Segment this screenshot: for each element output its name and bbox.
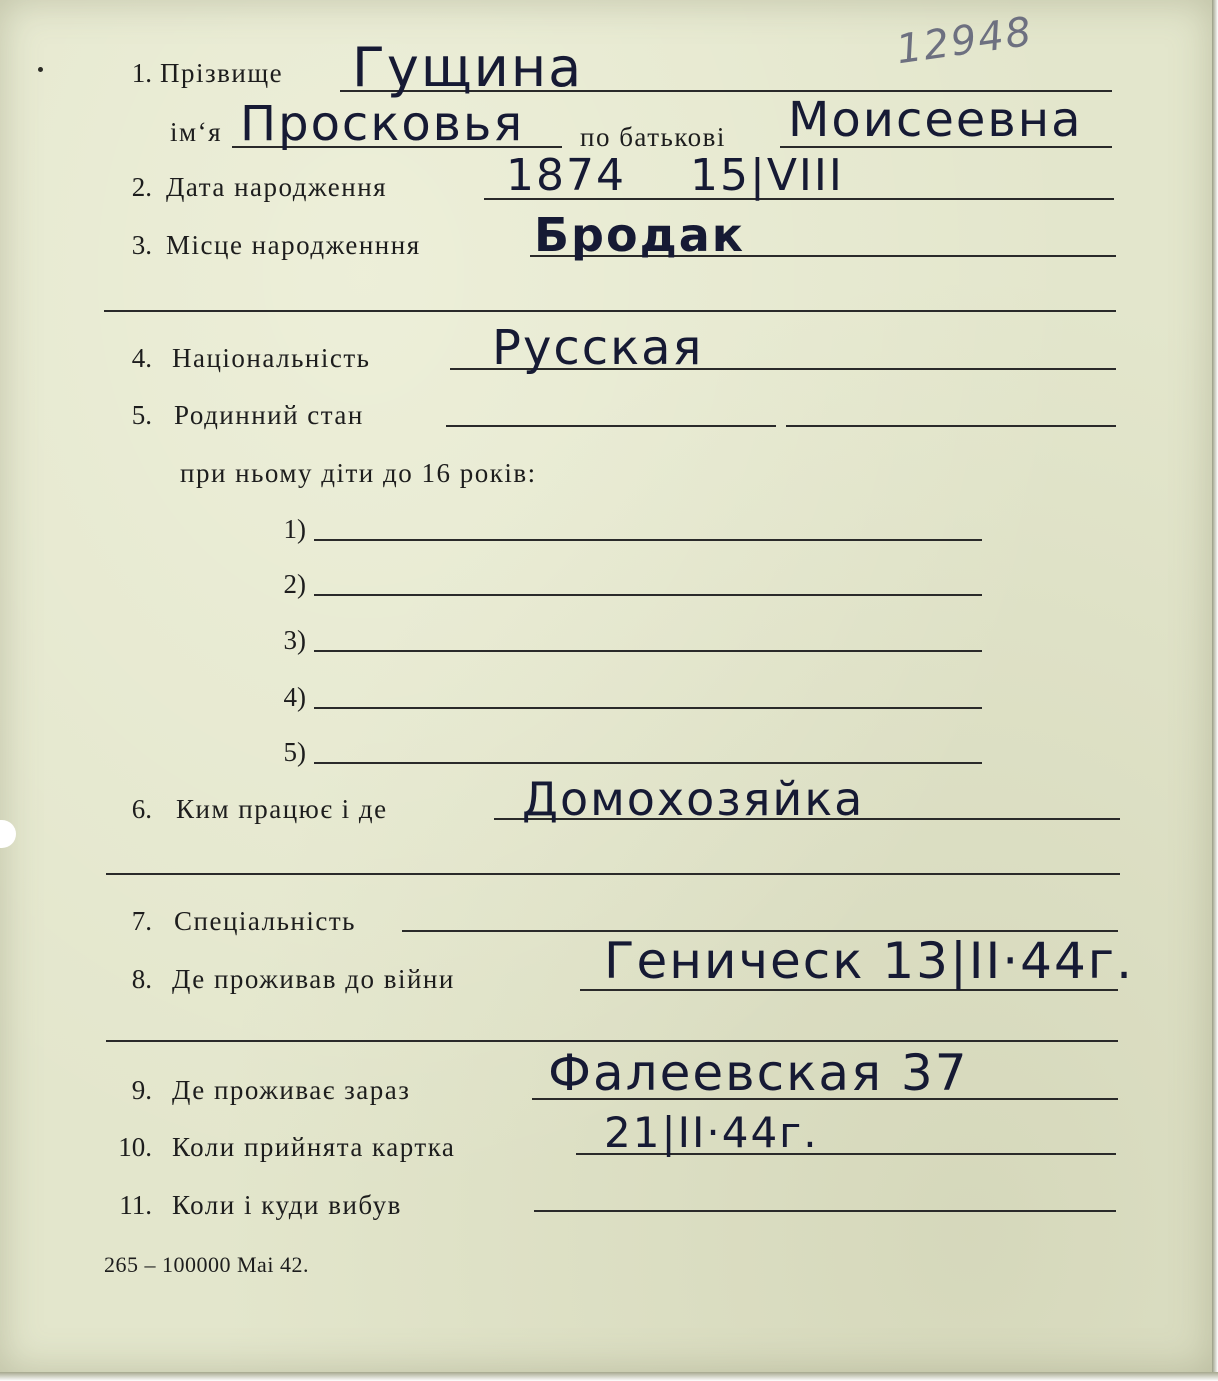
birth-place-value: Бродак [534, 208, 746, 262]
card-edge-right [1212, 0, 1218, 1381]
birth-place-label: Місце народженння [166, 230, 421, 260]
field-7-number: 7. [131, 906, 152, 936]
child-3-label: 3) [283, 625, 306, 655]
prewar-residence-label: Де проживав до війни [172, 964, 455, 994]
current-residence-label: Де проживає зараз [172, 1075, 411, 1105]
card-accepted-label: Коли прийнята картка [172, 1132, 456, 1162]
field-5-number: 5. [131, 400, 152, 430]
occupation-line-2 [106, 873, 1120, 875]
birth-day-month-value: 15|VIII [690, 150, 844, 201]
card-edge-bottom [0, 1372, 1218, 1381]
patronymic-label: по батькові [580, 122, 726, 152]
child-2-label: 2) [283, 569, 306, 599]
prewar-residence-line-2 [106, 1040, 1118, 1042]
patronymic-value: Моисеевна [788, 92, 1083, 148]
child-4-label: 4) [283, 682, 306, 712]
specialty-label: Спеціальність [174, 906, 356, 936]
field-10-number: 10. [118, 1132, 152, 1162]
field-1-number: 1. [131, 58, 152, 88]
card-accepted-value: 21|II·44г. [604, 1108, 819, 1157]
departed-label: Коли і куди вибув [172, 1190, 402, 1220]
card-punch-dot [38, 67, 43, 72]
prewar-residence-value: Геническ 13|II·44г. [604, 932, 1134, 990]
field-8-number: 8. [131, 964, 152, 994]
birth-place-line-2 [104, 310, 1116, 312]
nationality-label: Національність [172, 343, 371, 373]
current-residence-value: Фалеевская 37 [548, 1044, 969, 1102]
child-1-line [314, 539, 982, 541]
first-name-value: Просковья [240, 96, 525, 152]
birth-date-label: Дата народження [166, 172, 388, 202]
occupation-value: Домохозяйка [522, 772, 865, 826]
marital-status-line-2 [786, 425, 1116, 427]
field-6-number: 6. [131, 794, 152, 824]
archive-number: 12948 [893, 8, 1036, 74]
marital-status-label: Родинний стан [174, 400, 364, 430]
birth-year-value: 1874 [506, 150, 626, 201]
child-3-line [314, 650, 982, 652]
marital-status-line-1 [446, 425, 776, 427]
child-4-line [314, 707, 982, 709]
child-5-label: 5) [283, 737, 306, 767]
child-1-label: 1) [283, 514, 306, 544]
child-2-line [314, 594, 982, 596]
field-4-number: 4. [131, 343, 152, 373]
field-3-number: 3. [131, 230, 152, 260]
nationality-value: Русская [492, 320, 704, 376]
occupation-label: Ким працює і де [176, 794, 388, 824]
surname-value: Гущина [352, 36, 584, 99]
first-name-label: ім‘я [170, 117, 222, 147]
surname-label: Прізвище [160, 58, 284, 88]
print-imprint: 265 – 100000 Mai 42. [104, 1252, 309, 1277]
field-11-number: 11. [119, 1190, 152, 1220]
field-9-number: 9. [131, 1075, 152, 1105]
field-2-number: 2. [131, 172, 152, 202]
children-label: при ньому діти до 16 років: [180, 458, 537, 488]
child-5-line [314, 762, 982, 764]
departed-line [534, 1210, 1116, 1212]
